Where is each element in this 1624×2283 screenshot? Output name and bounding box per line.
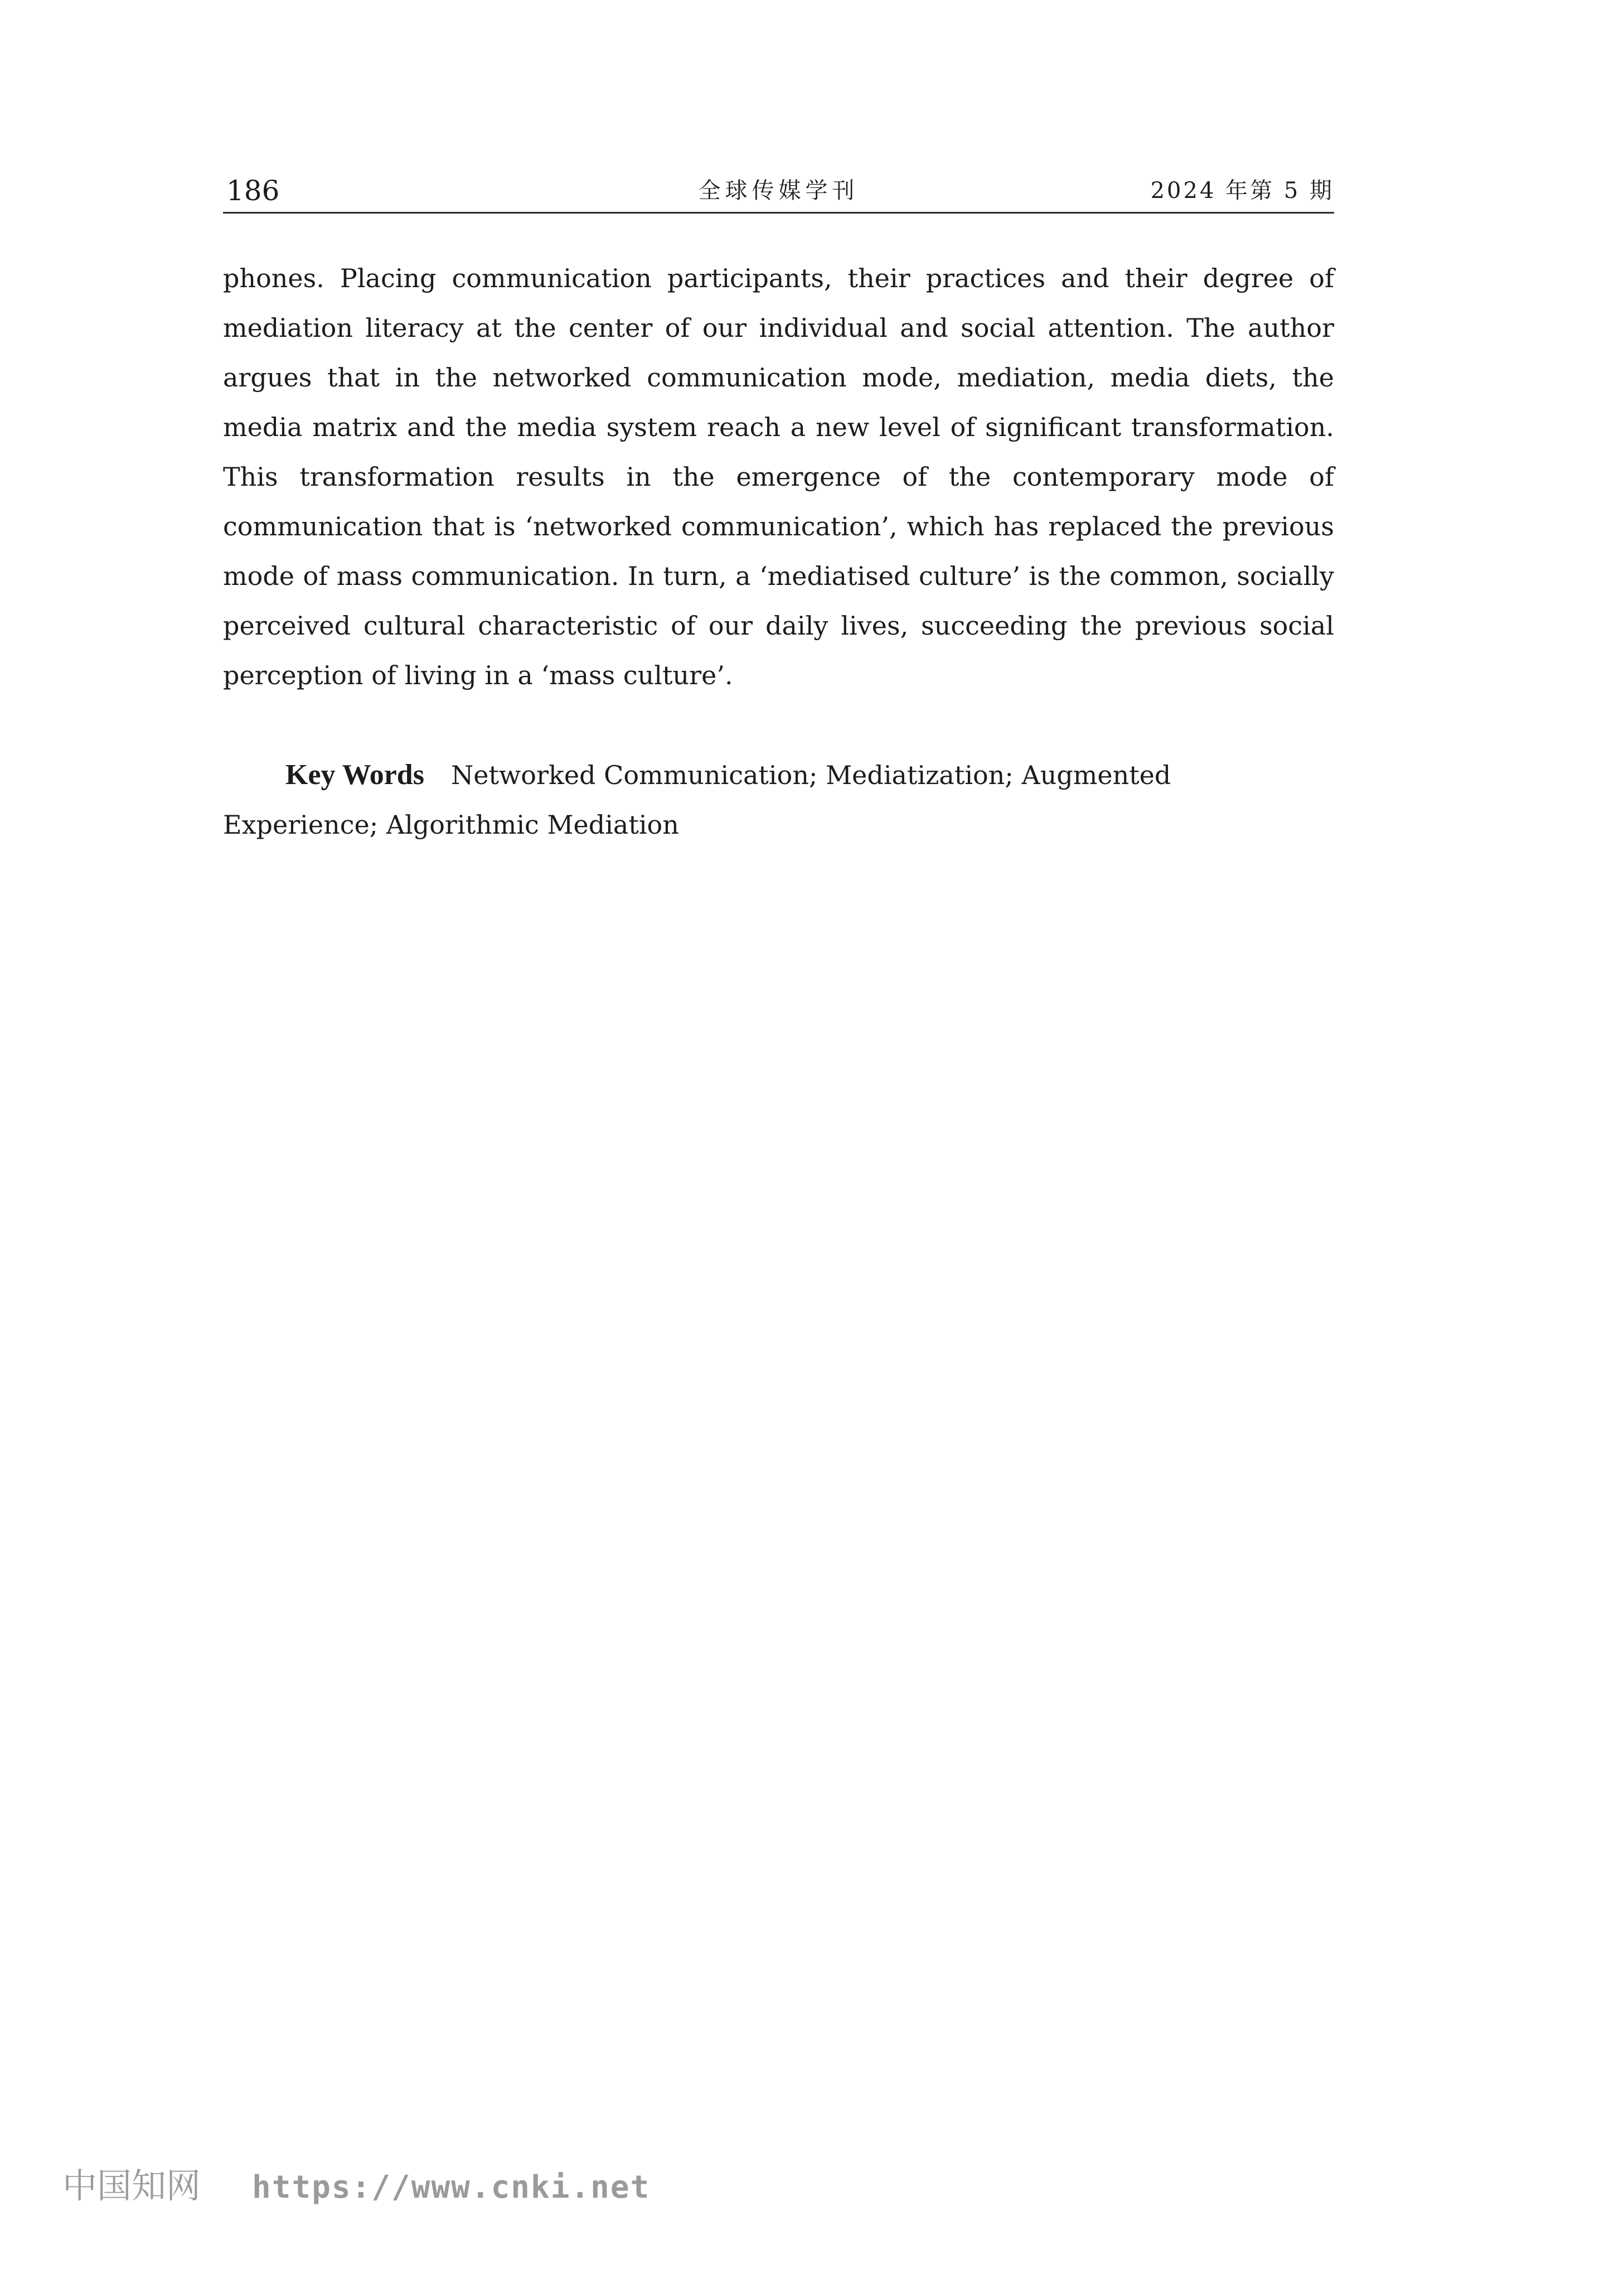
watermark-url: https://www.cnki.net — [252, 2169, 651, 2205]
page-number: 186 — [226, 175, 280, 207]
keywords-list: Networked Communication; Mediatization; Augmented Experience; Algorithmic Mediation — [223, 760, 1171, 840]
abstract-paragraph: phones. Placing communication participants, their practices and their degree of mediation literacy at the center of our individual and social attention. The author argues that in the networked communication mode, mediation, media diets, the media matrix and the media system reach a new level of significant transformation. This transformation results in the emergence of the contemporary mode of communication that is ‘networked communication’, which has replaced the previous mode of mass communication. In turn, a ‘mediatised culture’ is the common, socially perceived cultural characteristic of our daily lives, succeeding the previous social perception of living in a ‘mass culture’. — [223, 263, 1334, 690]
issue-label: 2024 年第 5 期 — [1150, 178, 1334, 204]
watermark-site-name: 中国知网 — [62, 2165, 201, 2206]
journal-name: 全球传媒学刊 — [698, 178, 859, 204]
keywords-section — [223, 750, 1334, 850]
cnki-watermark — [62, 2158, 650, 2208]
keywords-label: Key Words — [285, 759, 424, 791]
running-header — [223, 173, 1334, 214]
